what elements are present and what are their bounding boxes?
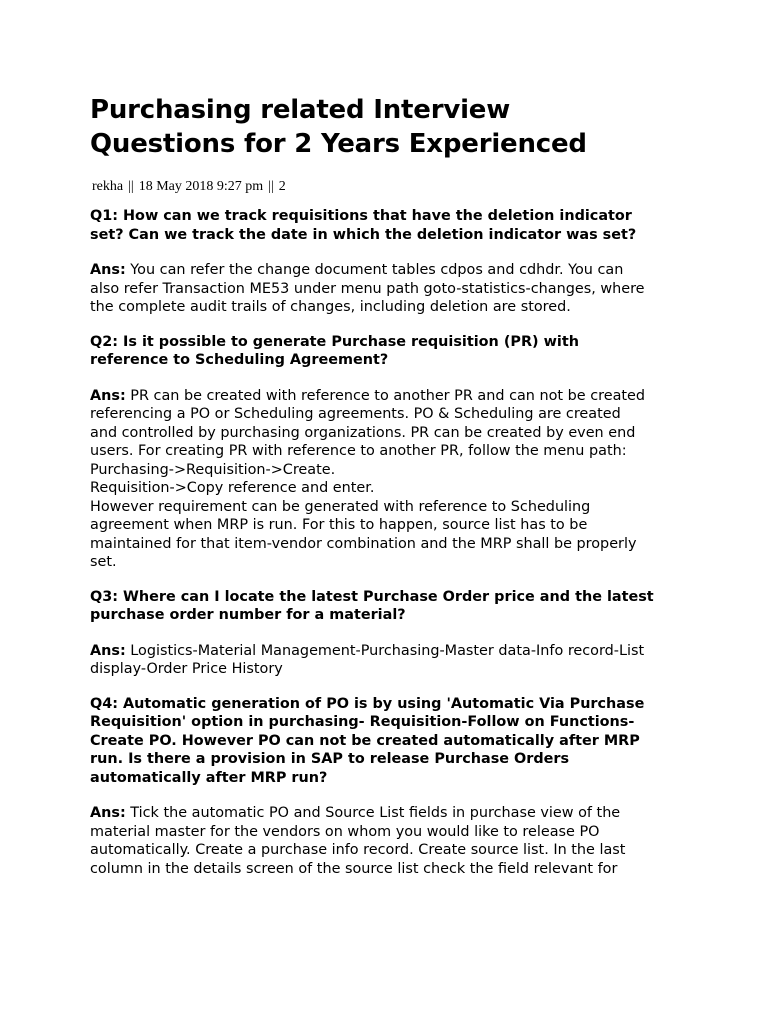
answer-line: also refer Transaction ME53 under menu path goto-statistics-changes, where (90, 280, 645, 297)
question-line: purchase order number for a material? (90, 607, 406, 623)
answer-line: automatically. Create a purchase info record. Create source list. In the last (90, 842, 626, 858)
answer-line: Requisition->Copy reference and enter. (90, 480, 375, 496)
question-line: run. Is there a provision in SAP to release Purchase Orders (90, 751, 570, 767)
author-name: rekha (92, 179, 124, 194)
answer-line: Ans: You can refer the change document tables cdpos and cdhdr. You can (90, 262, 624, 278)
answer-3 (90, 642, 690, 679)
answer-4 (90, 804, 690, 878)
answer-line: Ans: PR can be created with reference to another PR and can not be created (90, 387, 646, 404)
meta-separator: || (128, 179, 134, 194)
answer-line: the complete audit trails of changes, including deletion are stored. (90, 299, 571, 315)
answer-label: Ans: (90, 262, 126, 278)
question-line: automatically after MRP run? (90, 769, 328, 786)
question-line: Q1: How can we track requisitions that have the deletion indicator (90, 208, 632, 224)
answer-2 (90, 387, 690, 572)
answer-line: maintained for that item-vendor combination and the MRP shall be properly (90, 535, 637, 552)
question-3 (90, 588, 690, 625)
document-page (90, 93, 690, 878)
page-title (90, 93, 690, 161)
question-line: set? Can we track the date in which the deletion indicator was set? (90, 226, 637, 243)
title-line-1: Purchasing related Interview (90, 95, 511, 125)
article-meta (90, 177, 690, 197)
answer-line: Ans: Tick the automatic PO and Source List fields in purchase view of the (90, 805, 621, 821)
question-line: Create PO. However PO can not be created automatically after MRP (90, 732, 640, 749)
answer-line: Purchasing->Requisition->Create. (90, 461, 336, 478)
answer-line: display-Order Price History (90, 661, 283, 677)
answer-label: Ans: (90, 805, 126, 821)
meta-separator: || (268, 179, 274, 194)
question-line: Q4: Automatic generation of PO is by using 'Automatic Via Purchase (90, 695, 645, 712)
answer-line: column in the details screen of the source list check the field relevant for (90, 860, 618, 877)
publish-date: 18 May 2018 9:27 pm (138, 179, 264, 194)
question-line: Q3: Where can I locate the latest Purchase Order price and the latest (90, 588, 654, 605)
answer-line: set. (90, 554, 117, 570)
question-4 (90, 695, 690, 788)
answer-label: Ans: (90, 387, 126, 404)
answer-line: referencing a PO or Scheduling agreements. PO & Scheduling are created (90, 406, 621, 422)
answer-line: and controlled by purchasing organizations. PR can be created by even end (90, 424, 636, 441)
answer-line: Ans: Logistics-Material Management-Purchasing-Master data-Info record-List (90, 642, 645, 659)
question-2 (90, 333, 690, 370)
question-line: Q2: Is it possible to generate Purchase requisition (PR) with (90, 333, 579, 350)
answer-1 (90, 261, 690, 317)
question-line: reference to Scheduling Agreement? (90, 352, 389, 368)
answer-line: agreement when MRP is run. For this to happen, source list has to be (90, 517, 588, 533)
answer-line: material master for the vendors on whom you would like to release PO (90, 823, 600, 840)
title-line-2: Questions for 2 Years Experienced (90, 129, 587, 159)
answer-label: Ans: (90, 642, 126, 659)
question-1 (90, 207, 690, 244)
comment-count: 2 (278, 179, 286, 194)
question-line: Requisition' option in purchasing- Requisition-Follow on Functions- (90, 714, 635, 730)
answer-line: users. For creating PR with reference to another PR, follow the menu path: (90, 443, 627, 459)
answer-line: However requirement can be generated with reference to Scheduling (90, 498, 591, 515)
